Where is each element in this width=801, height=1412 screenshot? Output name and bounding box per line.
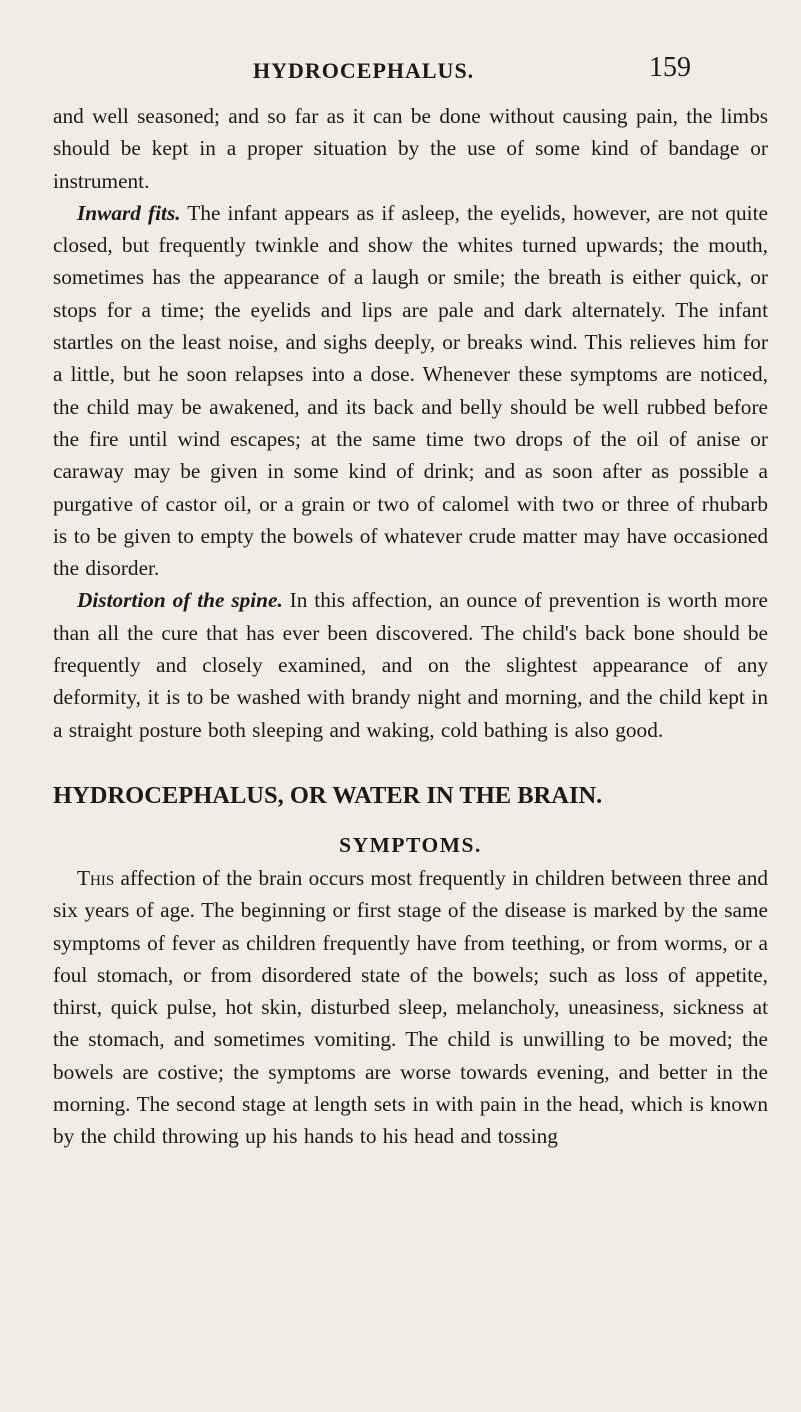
paragraph-text: and well seasoned; and so far as it can be done without causing pain, the limbs should be kept in a proper situation by the use of some kind of bandage or instrument.	[53, 104, 768, 193]
page-number: 159	[649, 52, 691, 83]
body-text	[53, 100, 768, 1153]
run-in-heading-inward-fits: Inward fits.	[77, 200, 181, 225]
paragraph-symptoms	[53, 862, 768, 1153]
running-head	[0, 52, 801, 92]
subheading-symptoms: SYMPTOMS.	[339, 832, 482, 857]
paragraph-continuation	[53, 100, 768, 197]
paragraph-text: The infant appears as if asleep, the eyelids, however, are not quite closed, but frequently twinkle and show the whites turned upwards; the mouth, sometimes has the appearance of a laugh or smile; the breath is either quick, or stops for a time; the eyelids and lips are pale and dark alternately. The infant startles on the least noise, and sighs deeply, or breaks wind. This relieves him for a little, but he soon relapses into a dose. Whenever these symptoms are noticed, the child may be awakened, and its back and belly should be well rubbed before the fire until wind escapes; at the same time two drops of the oil of anise or caraway may be given in some kind of drink; and as soon after as possible a purgative of castor oil, or a grain or two of calomel with two or three of rhubarb is to be given to empty the bowels of whatever crude matter may have occasioned the disorder.	[53, 200, 768, 581]
first-word: This	[77, 865, 115, 890]
paragraph-inward-fits	[53, 197, 768, 585]
paragraph-distortion-of-spine	[53, 584, 768, 745]
running-title: HYDROCEPHALUS.	[253, 58, 475, 83]
run-in-heading-distortion-of-spine: Distortion of the spine.	[77, 588, 283, 613]
section-heading: HYDROCEPHALUS, OR WATER IN THE BRAIN.	[53, 781, 603, 809]
paragraph-text: affection of the brain occurs most frequently in children between three and six years of age. The beginning or first stage of the disease is marked by the same symptoms of fever as children frequently have from teething, or from worms, or a foul stomach, or from disordered state of the bowels; such as loss of appetite, thirst, quick pulse, hot skin, disturbed sleep, melancholy, uneasiness, sickness at the stomach, and sometimes vomiting. The child is unwilling to be moved; the bowels are costive; the symptoms are worse towards evening, and better in the morning. The second stage at length sets in with pain in the head, which is known by the child throwing up his hands to his head and tossing	[53, 865, 769, 1149]
paragraph-text: In this affection, an ounce of prevention is worth more than all the cure that has ever been discovered. The child's back bone should be frequently and closely examined, and on the slightest appearance of any deformity, it is to be washed with brandy night and morning, and the child kept in a straight posture both sleeping and waking, cold bathing is also good.	[53, 588, 768, 742]
